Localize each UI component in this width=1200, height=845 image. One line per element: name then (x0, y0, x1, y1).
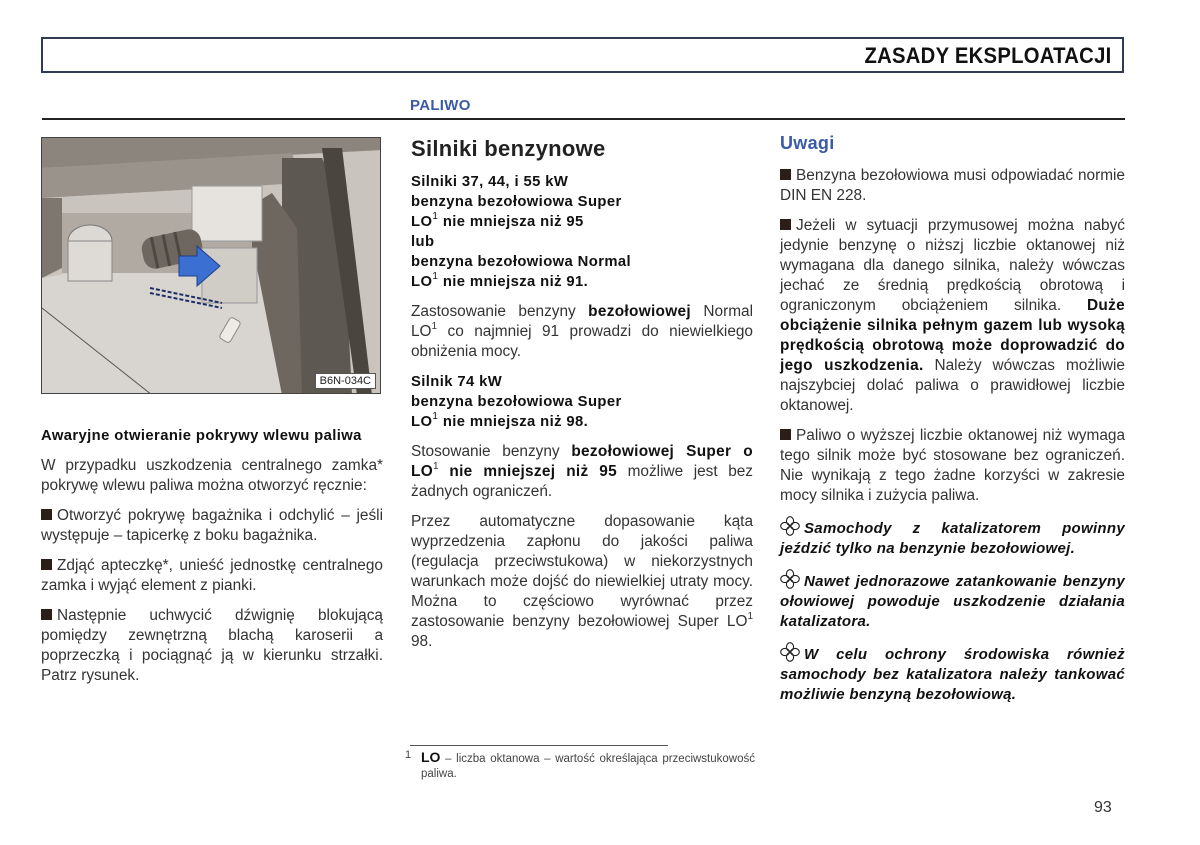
note-text: Paliwo o wyższej liczbie oktanowej niż wymaga tego silnik może być stosowane bez ograniczeń. Nie wynikają z tego żadne korzyści w zakresie mocy silnika i zużycia paliwa. (780, 427, 1125, 504)
footnote-number: 1 (405, 749, 412, 761)
para-text: Normal LO (411, 303, 754, 340)
step-text: Otworzyć pokrywę bagażnika i odchylić – jeśli występuje – tapicerkę z boku bagażnika. (41, 507, 383, 544)
footnote (405, 750, 755, 782)
square-bullet-icon (780, 429, 791, 440)
spec-line: LO (411, 214, 433, 230)
note-text: Benzyna bezołowiowa musi odpowiadać normie DIN EN 228. (780, 167, 1125, 204)
environment-note (780, 642, 1125, 705)
note-item (780, 166, 1125, 206)
step-item (41, 506, 383, 546)
footnote-ref: 1 (432, 271, 439, 282)
right-column (780, 166, 1125, 715)
emergency-opening-heading: Awaryjne otwieranie pokrywy wlewu paliwa (41, 428, 362, 444)
step-item (41, 606, 383, 686)
square-bullet-icon (780, 169, 791, 180)
para-text: możliwe jest bez żadnych ograniczeń. (411, 463, 754, 500)
para-text: Stosowanie benzyny (411, 443, 572, 460)
spec-line: nie mniejsza niż 98. (438, 414, 589, 430)
environment-clover-icon (780, 642, 800, 662)
spec-line: benzyna bezołowiowa Super (411, 194, 622, 210)
spec-line: lub (411, 234, 435, 250)
section-label: PALIWO (410, 97, 471, 114)
left-column (41, 426, 383, 696)
footnote-divider (410, 745, 668, 746)
note-bold: Duże obciążenie silnika pełnym gazem lub wysoką prędkością obrotową może doprowadzić do jego uszkodzenia. (780, 297, 1125, 374)
environment-note (780, 569, 1125, 632)
spec-line: Silniki 37, 44, i 55 kW (411, 174, 569, 190)
spec-line: nie mniejsza niż 91. (438, 274, 589, 290)
header-divider (42, 118, 1125, 120)
square-bullet-icon (41, 559, 52, 570)
environment-clover-icon (780, 569, 800, 589)
footnote-ref: 1 (432, 211, 439, 222)
note-text: Jeżeli w sytuacji przymusowej można nabyć jedynie benzynę o niższj liczbie oktanowej niż wymagana dla danego silnika, należy wówczas jechać ze średnią prędkością obrotową i ograniczonym obciążeniem silnika. (780, 217, 1125, 314)
spec-line: LO (411, 414, 433, 430)
page-number: 93 (1094, 799, 1112, 816)
spec-line: benzyna bezołowiowa Super (411, 394, 622, 410)
environment-note-text: Nawet jednorazowe zatankowanie benzyny ołowiowej powoduje uszkodzenie działania katalizatora. (780, 573, 1125, 630)
environment-note-text: W celu ochrony środowiska również samochody bez katalizatora należy tankować możliwie benzyną bezołowiową. (780, 646, 1125, 703)
chapter-title: ZASADY EKSPLOATACJI (864, 43, 1112, 68)
knock-control-paragraph (411, 512, 753, 652)
emergency-opening-intro: W przypadku uszkodzenia centralnego zamka* pokrywę wlewu paliwa można otworzyć ręcznie: (41, 457, 383, 494)
square-bullet-icon (780, 219, 791, 230)
normal-fuel-paragraph (411, 302, 753, 362)
footnote-ref: 1 (747, 611, 753, 622)
middle-column (411, 172, 753, 662)
step-text: Zdjąć apteczkę*, unieść jednostkę centralnego zamka i wyjąć element z pianki. (41, 557, 383, 594)
note-item (780, 426, 1125, 506)
para-text: Zastosowanie benzyny (411, 303, 589, 320)
square-bullet-icon (41, 609, 52, 620)
engine-spec-block (411, 372, 753, 432)
environment-note (780, 516, 1125, 559)
para-bold: nie mniejszej niż 95 (438, 463, 618, 480)
figure-code: B6N-034C (315, 373, 376, 389)
trunk-figure (41, 137, 381, 394)
spec-line: nie mniejsza niż 95 (438, 214, 584, 230)
note-item (780, 216, 1125, 416)
para-bold: bezołowiowej (588, 303, 691, 320)
super-fuel-paragraph (411, 442, 753, 502)
footnote-ref: 1 (432, 411, 439, 422)
para-bold: bezołowiowej Super o LO (411, 443, 753, 480)
para-text: 98. (411, 633, 433, 650)
petrol-engines-title: Silniki benzynowe (411, 136, 606, 161)
trunk-illustration-icon (42, 138, 381, 394)
para-text: co najmniej 91 prowadzi do niewielkiego obniżenia mocy. (411, 323, 753, 360)
environment-clover-icon (780, 516, 800, 536)
square-bullet-icon (41, 509, 52, 520)
notes-title: Uwagi (780, 133, 835, 153)
spec-line: LO (411, 274, 433, 290)
spec-line: benzyna bezołowiowa Normal (411, 254, 632, 270)
footnote-text (421, 750, 755, 782)
step-text: Następnie uchwycić dźwignię blokującą pomiędzy zewnętrzną blachą karoserii a poprzeczką i pociągnąć ją w kierunku strzałki. Patrz rysunek. (41, 607, 383, 684)
engine-spec-block (411, 172, 753, 292)
chapter-header-box (41, 37, 1124, 73)
footnote-ref: 1 (431, 321, 438, 332)
spec-line: Silnik 74 kW (411, 374, 503, 390)
footnote-ref: 1 (432, 461, 439, 472)
footnote-definition: – liczba oktanowa – wartość określająca przeciwstukowość paliwa. (421, 753, 755, 780)
note-text: Należy wówczas możliwie najszybciej dolać paliwa o prawidłowej liczbie oktanowej. (780, 357, 1125, 414)
step-item (41, 556, 383, 596)
footnote-term: LO (421, 749, 441, 765)
para-text: Przez automatyczne dopasowanie kąta wyprzedzenia zapłonu do jakości paliwa (regulacja przeciwstukowa) w niekorzystnych warunkach może dojść do niewielkiej utraty mocy. Można to częściowo wyrównać przez zastosowanie benzyny bezołowiowej Super LO (411, 513, 753, 630)
environment-note-text: Samochody z katalizatorem powinny jeździć tylko na benzynie bezołowiowej. (780, 520, 1125, 557)
